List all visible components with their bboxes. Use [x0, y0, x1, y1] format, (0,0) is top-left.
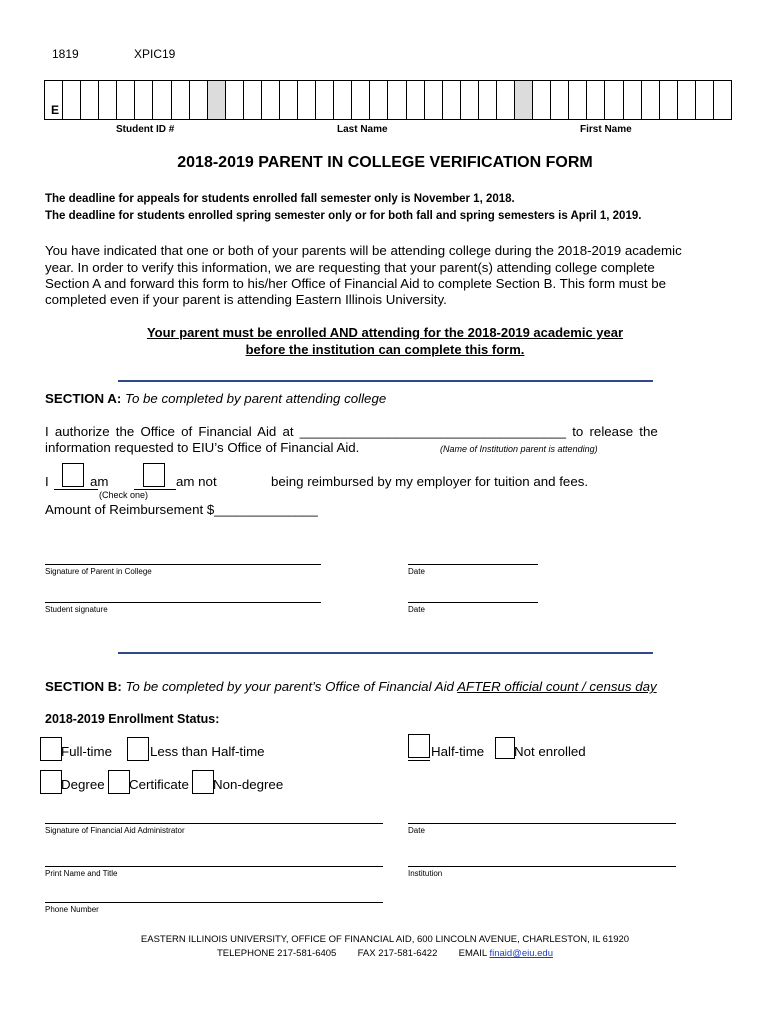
first-name-cell[interactable] — [533, 81, 551, 119]
footer-telephone: TELEPHONE 217-581-6405 — [216, 948, 337, 959]
separator-cell — [208, 81, 226, 119]
am-checkbox[interactable] — [62, 463, 84, 487]
first-name-cell[interactable] — [714, 81, 731, 119]
last-name-label: Last Name — [337, 124, 388, 135]
form-version: XPIC19 — [134, 47, 176, 61]
last-name-cell[interactable] — [407, 81, 425, 119]
footer-fax: FAX 217-581-6422 — [357, 948, 438, 959]
last-name-cell[interactable] — [443, 81, 461, 119]
id-cell[interactable] — [99, 81, 117, 119]
parent-date-label: Date — [408, 567, 425, 576]
last-name-cell[interactable] — [334, 81, 352, 119]
first-name-cell[interactable] — [551, 81, 569, 119]
id-cell[interactable] — [153, 81, 171, 119]
deadline-spring: The deadline for students enrolled spring semester only or for both fall and spring semesters is April 1, 2019. — [45, 210, 642, 222]
half-time-label: Half-time — [431, 744, 485, 759]
half-time-underline — [408, 760, 430, 761]
print-name-line[interactable] — [45, 866, 383, 867]
parent-date-line[interactable] — [408, 564, 538, 565]
last-name-cell[interactable] — [316, 81, 334, 119]
authorize-line-2: information requested to EIU’s Office of Financial Aid. — [45, 440, 360, 455]
parent-signature-line[interactable] — [45, 564, 321, 565]
institution-label: Institution — [408, 869, 443, 878]
section-b-subtitle-emphasis: AFTER official count / census day — [457, 679, 657, 694]
section-a-heading — [45, 391, 386, 406]
footer-email-label: EMAIL — [458, 948, 487, 959]
half-time-checkbox[interactable] — [408, 734, 430, 758]
admin-signature-line[interactable] — [45, 823, 383, 824]
degree-checkbox[interactable] — [40, 770, 62, 794]
form-code: 1819 — [52, 47, 79, 61]
section-divider — [118, 380, 653, 382]
institution-note: (Name of Institution parent is attending) — [440, 444, 598, 454]
non-degree-checkbox[interactable] — [192, 770, 214, 794]
last-name-cell[interactable] — [226, 81, 244, 119]
section-b-label: SECTION B: — [45, 679, 122, 694]
first-name-label: First Name — [580, 124, 632, 135]
id-prefix: E — [51, 103, 60, 117]
first-name-cell[interactable] — [660, 81, 678, 119]
last-name-cell[interactable] — [479, 81, 497, 119]
page-title: 2018-2019 PARENT IN COLLEGE VERIFICATION FORM — [177, 154, 593, 171]
not-enrolled-label: Not enrolled — [514, 744, 586, 759]
last-name-cell[interactable] — [262, 81, 280, 119]
am-not-checkbox[interactable] — [143, 463, 165, 487]
intro-line: You have indicated that one or both of your parents will be attending college during the 2018-2019 academic — [45, 243, 682, 258]
institution-line[interactable] — [408, 866, 676, 867]
parent-signature-label: Signature of Parent in College — [45, 567, 152, 576]
full-time-label: Full-time — [61, 744, 112, 759]
reimbursed-text: being reimbursed by my employer for tuition and fees. — [271, 474, 589, 489]
phone-line[interactable] — [45, 902, 383, 903]
reimbursement-amount-field[interactable]: Amount of Reimbursement $______________ — [45, 502, 318, 517]
section-a-label: SECTION A: — [45, 391, 122, 406]
last-name-cell[interactable] — [280, 81, 298, 119]
footer-email-link[interactable]: finaid@eiu.edu — [489, 948, 553, 959]
authorize-line[interactable]: I authorize the Office of Financial Aid at ____________________________________ to release the — [45, 424, 658, 439]
admin-signature-label: Signature of Financial Aid Administrator — [45, 826, 185, 835]
section-a-subtitle: To be completed by parent attending college — [125, 391, 387, 406]
section-divider — [118, 652, 653, 654]
non-degree-label: Non-degree — [213, 777, 284, 792]
notice-line: Your parent must be enrolled AND attending for the 2018-2019 academic year — [146, 325, 624, 340]
id-cell[interactable] — [135, 81, 153, 119]
first-name-cell[interactable] — [605, 81, 623, 119]
student-id-name-strip[interactable] — [44, 80, 732, 120]
id-cell[interactable] — [172, 81, 190, 119]
intro-line: Section A and forward this form to his/her Office of Financial Aid to complete Section B. This form must be — [45, 276, 667, 291]
last-name-cell[interactable] — [298, 81, 316, 119]
i-prefix: I — [45, 474, 49, 489]
am-not-label: am not — [176, 474, 217, 489]
not-enrolled-checkbox[interactable] — [495, 737, 515, 759]
print-name-label: Print Name and Title — [45, 869, 118, 878]
am-underline — [54, 489, 98, 490]
student-date-line[interactable] — [408, 602, 538, 603]
student-id-label: Student ID # — [116, 124, 175, 135]
admin-date-line[interactable] — [408, 823, 676, 824]
first-name-cell[interactable] — [569, 81, 587, 119]
id-cell[interactable] — [190, 81, 208, 119]
intro-line: year. In order to verify this information, we are requesting that your parent(s) attending college complete — [45, 260, 655, 275]
certificate-checkbox[interactable] — [108, 770, 130, 794]
deadline-fall: The deadline for appeals for students enrolled fall semester only is November 1, 2018. — [45, 193, 515, 205]
section-b-heading — [45, 679, 657, 694]
section-b-subtitle: To be completed by your parent’s Office of Financial Aid — [125, 679, 458, 694]
id-cell[interactable] — [117, 81, 135, 119]
last-name-cell[interactable] — [461, 81, 479, 119]
full-time-checkbox[interactable] — [40, 737, 62, 761]
check-one-note: (Check one) — [99, 490, 149, 500]
last-name-cell[interactable] — [244, 81, 262, 119]
am-label: am — [90, 474, 109, 489]
less-half-time-label: Less than Half-time — [150, 744, 265, 759]
id-cell[interactable] — [81, 81, 99, 119]
separator-cell — [515, 81, 533, 119]
first-name-cell[interactable] — [696, 81, 714, 119]
first-name-cell[interactable] — [678, 81, 696, 119]
first-name-cell[interactable] — [587, 81, 605, 119]
degree-label: Degree — [61, 777, 105, 792]
phone-label: Phone Number — [45, 905, 99, 914]
enrollment-heading: 2018-2019 Enrollment Status: — [45, 712, 220, 726]
notice-line: before the institution can complete this form. — [245, 342, 525, 357]
last-name-cell[interactable] — [352, 81, 370, 119]
last-name-cell[interactable] — [425, 81, 443, 119]
intro-line: completed even if your parent is attending Eastern Illinois University. — [45, 292, 447, 307]
footer-address: EASTERN ILLINOIS UNIVERSITY, OFFICE OF FINANCIAL AID, 600 LINCOLN AVENUE, CHARLESTON, IL 61920 — [140, 934, 630, 945]
admin-date-label: Date — [408, 826, 425, 835]
id-cell-prefix — [45, 81, 63, 119]
footer-contact — [0, 948, 770, 959]
student-date-label: Date — [408, 605, 425, 614]
last-name-cell[interactable] — [497, 81, 515, 119]
first-name-cell[interactable] — [642, 81, 660, 119]
id-cell[interactable] — [63, 81, 81, 119]
last-name-cell[interactable] — [388, 81, 406, 119]
student-signature-label: Student signature — [45, 605, 108, 614]
last-name-cell[interactable] — [370, 81, 388, 119]
student-signature-line[interactable] — [45, 602, 321, 603]
first-name-cell[interactable] — [624, 81, 642, 119]
certificate-label: Certificate — [129, 777, 189, 792]
less-half-time-checkbox[interactable] — [127, 737, 149, 761]
